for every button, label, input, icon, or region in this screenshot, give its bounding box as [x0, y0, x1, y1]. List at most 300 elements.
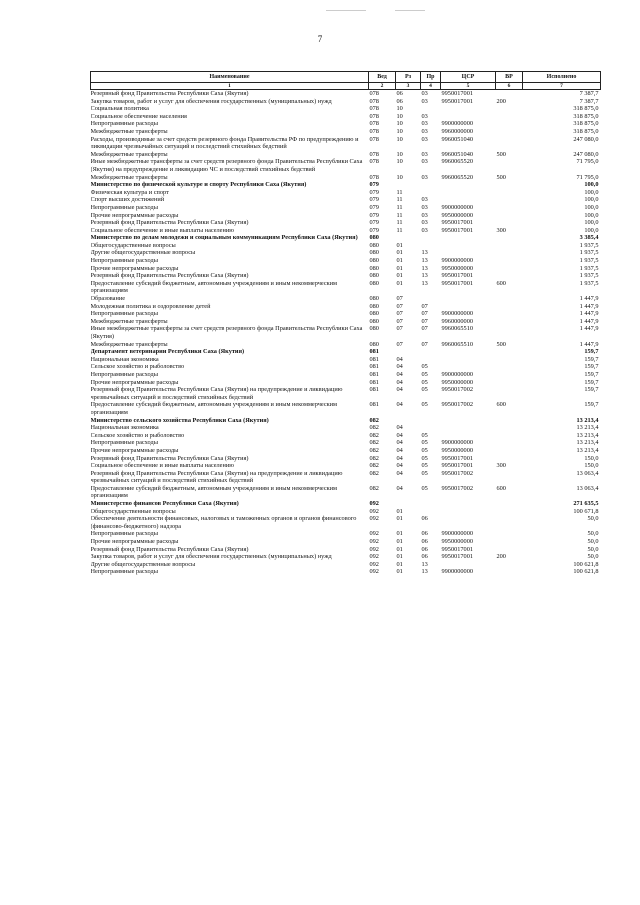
row-vr: [496, 386, 523, 401]
row-amount: 159,7: [584, 401, 599, 409]
row-name: Непрограммные расходы: [90, 370, 158, 378]
row-pr: 03: [421, 196, 428, 204]
table-row: [91, 424, 601, 432]
col-name-header: Наименование: [91, 72, 369, 83]
table-row: [91, 386, 601, 401]
row-rz: 07: [396, 302, 403, 310]
row-vr: 500: [496, 173, 506, 181]
row-ved: 092: [369, 538, 379, 546]
row-rz: 01: [396, 560, 403, 568]
row-ved: 081: [369, 355, 379, 363]
row-vr: [496, 455, 523, 463]
row-name: Молодежная политика и оздоровление детей: [90, 302, 211, 310]
row-pr: [421, 295, 441, 303]
row-csr: 9960000000: [441, 127, 473, 135]
table-row: [91, 265, 601, 273]
row-name: Иные межбюджетные трансферты за счет средств резервного фонда Правительства Республики Саха (Якутия) на предупреждение и ликвидацию ЧС и последствий стихийных бедствий: [90, 158, 363, 173]
col-vr-header: ВР: [496, 72, 523, 83]
row-vr: [496, 417, 523, 425]
row-rz: 04: [396, 363, 403, 371]
row-rz: 04: [396, 439, 403, 447]
row-csr: 9960051040: [441, 135, 473, 143]
col-num: 5: [441, 83, 496, 90]
row-rz: 07: [396, 340, 403, 348]
row-rz: 01: [396, 553, 403, 561]
row-pr: 05: [421, 431, 428, 439]
row-name: Другие общегосударственные вопросы: [90, 249, 196, 257]
row-name: Общегосударственные вопросы: [90, 507, 176, 515]
row-vr: [496, 105, 523, 113]
row-rz: [396, 181, 421, 189]
row-csr: 9950017001: [441, 90, 473, 97]
row-pr: 05: [421, 469, 428, 477]
row-name: Физическая культура и спорт: [90, 188, 169, 196]
row-amount: 13 063,4: [576, 469, 599, 477]
row-rz: 10: [396, 112, 403, 120]
row-csr: [441, 249, 496, 257]
row-amount: 100 671,8: [573, 507, 599, 515]
row-name: Департамент ветеринарии Республики Саха (Якутия): [90, 348, 245, 356]
row-vr: [496, 561, 523, 569]
row-pr: [421, 417, 441, 425]
row-pr: 07: [421, 317, 428, 325]
row-vr: [496, 257, 523, 265]
row-csr: [441, 561, 496, 569]
row-amount: 318 875,0: [573, 120, 599, 128]
row-amount: 71 795,0: [576, 158, 599, 166]
row-pr: 05: [421, 446, 428, 454]
row-csr: 9960065520: [441, 173, 473, 181]
row-pr: 07: [421, 340, 428, 348]
budget-table-container: [90, 71, 600, 576]
row-csr: 9960051040: [441, 150, 473, 158]
row-rz: 06: [396, 90, 403, 97]
row-ved: 080: [369, 264, 379, 272]
table-row: [91, 227, 601, 235]
row-name: Социальная политика: [90, 105, 149, 113]
row-amount: 247 080,0: [573, 150, 599, 158]
col-rz-header: Рз: [396, 72, 421, 83]
row-rz: 10: [396, 127, 403, 135]
row-pr: 07: [421, 302, 428, 310]
row-vr: [496, 113, 523, 121]
row-amount: 100,0: [584, 226, 599, 234]
row-csr: [441, 189, 496, 197]
row-ved: 079: [369, 211, 379, 219]
table-row: [91, 401, 601, 416]
row-pr: 13: [421, 272, 428, 280]
top-dotted-line: [326, 10, 366, 11]
row-csr: [441, 105, 496, 113]
row-rz: 04: [396, 355, 403, 363]
row-pr: 13: [421, 264, 428, 272]
row-ved: 092: [369, 553, 379, 561]
table-row: [91, 500, 601, 508]
row-csr: 9950000000: [441, 211, 473, 219]
row-vr: 600: [496, 484, 506, 492]
row-name: Иные межбюджетные трансферты за счет средств резервного фонда Правительства Республики Саха (Якутия): [90, 325, 363, 340]
table-body: [91, 90, 601, 577]
row-rz: 01: [396, 272, 403, 280]
row-vr: [496, 447, 523, 455]
row-ved: 080: [369, 272, 379, 280]
row-csr: 9950000000: [441, 538, 473, 546]
row-vr: [496, 439, 523, 447]
table-row: [91, 98, 601, 106]
table-row: [91, 561, 601, 569]
row-pr: 05: [421, 454, 428, 462]
row-rz: 11: [396, 211, 403, 219]
row-name: Межбюджетные трансферты: [90, 317, 168, 325]
table-row: [91, 553, 601, 561]
row-ved: 078: [369, 97, 379, 105]
row-name: Предоставление субсидий бюджетным, автономным учреждениям и иным некоммерческим организациям: [90, 401, 338, 416]
table-row: [91, 485, 601, 500]
table-row: [91, 379, 601, 387]
row-ved: 078: [369, 135, 379, 143]
row-rz: 04: [396, 401, 403, 409]
row-csr: [441, 303, 496, 311]
row-rz: 04: [396, 370, 403, 378]
table-row: [91, 181, 601, 189]
row-name: Социальное обеспечение и иные выплаты населению: [90, 226, 234, 234]
row-pr: [421, 500, 441, 508]
table-row: [91, 462, 601, 470]
col-csr-header: ЦСР: [441, 72, 496, 83]
row-ved: 082: [369, 454, 379, 462]
row-rz: 10: [396, 150, 403, 158]
row-amount: 50,0: [587, 553, 599, 561]
row-ved: 080: [369, 241, 379, 249]
row-pr: 05: [421, 363, 428, 371]
row-ved: 078: [369, 112, 379, 120]
col-num: 6: [496, 83, 523, 90]
row-rz: [396, 500, 421, 508]
row-name: Предоставление субсидий бюджетным, автономным учреждениям и иным некоммерческим организациям: [90, 279, 338, 295]
row-ved: 080: [369, 257, 379, 265]
row-name: Министерство сельского хозяйства Республики Саха (Якутия): [90, 416, 269, 424]
row-pr: 03: [421, 112, 428, 120]
row-name: Прочие непрограммные расходы: [90, 211, 179, 219]
table-row: [91, 219, 601, 227]
row-vr: [496, 136, 523, 151]
table-row: [91, 158, 601, 173]
row-rz: 06: [396, 97, 403, 105]
row-name: Резервный фонд Правительства Республики Саха (Якутия): [90, 90, 249, 97]
row-name: Межбюджетные трансферты: [90, 127, 168, 135]
row-amount: 150,0: [584, 462, 599, 470]
row-amount: 100,0: [584, 188, 599, 196]
row-csr: [441, 348, 496, 356]
table-row: [91, 105, 601, 113]
row-ved: 081: [369, 401, 379, 409]
row-name: Непрограммные расходы: [90, 568, 158, 576]
row-amount: 1 937,5: [579, 279, 599, 287]
row-csr: [441, 295, 496, 303]
row-amount: 318 875,0: [573, 112, 599, 120]
row-amount: 100,0: [584, 219, 599, 227]
row-amount: 100 621,8: [573, 560, 599, 568]
row-pr: 03: [421, 211, 428, 219]
row-csr: [441, 196, 496, 204]
row-amount: 1 447,9: [579, 317, 599, 325]
row-vr: [496, 310, 523, 318]
table-row: [91, 455, 601, 463]
table-row: [91, 341, 601, 349]
row-ved: 081: [369, 378, 379, 386]
row-ved: 080: [369, 317, 379, 325]
row-ved: 081: [369, 348, 379, 356]
row-rz: 07: [396, 295, 403, 303]
row-ved: 079: [369, 203, 379, 211]
row-csr: 9950017002: [441, 401, 473, 409]
row-vr: [496, 204, 523, 212]
row-ved: 092: [369, 500, 379, 508]
row-pr: [421, 181, 441, 189]
row-vr: 200: [496, 97, 506, 105]
row-name: Резервный фонд Правительства Республики Саха (Якутия): [90, 545, 249, 553]
row-ved: 082: [369, 484, 379, 492]
row-pr: 03: [421, 90, 428, 97]
row-rz: 10: [396, 120, 403, 128]
row-rz: 04: [396, 424, 403, 432]
table-row: [91, 249, 601, 257]
row-rz: 10: [396, 135, 403, 143]
row-ved: 078: [369, 173, 379, 181]
row-pr: 05: [421, 378, 428, 386]
row-pr: 03: [421, 127, 428, 135]
row-ved: 092: [369, 507, 379, 515]
row-vr: 600: [496, 279, 506, 287]
row-vr: [496, 348, 523, 356]
row-name: Непрограммные расходы: [90, 120, 158, 128]
row-vr: 500: [496, 340, 506, 348]
row-vr: 600: [496, 401, 506, 409]
row-pr: 05: [421, 439, 428, 447]
row-name: Социальное обеспечение населения: [90, 112, 187, 120]
row-ved: 080: [369, 295, 379, 303]
row-pr: 06: [421, 545, 428, 553]
row-pr: [421, 348, 441, 356]
table-row: [91, 113, 601, 121]
row-ved: 080: [369, 340, 379, 348]
row-vr: 300: [496, 226, 506, 234]
row-vr: [496, 530, 523, 538]
table-row: [91, 212, 601, 220]
row-csr: [441, 181, 496, 189]
row-rz: [396, 417, 421, 425]
row-pr: [421, 189, 441, 197]
col-num: 4: [421, 83, 441, 90]
row-vr: [496, 90, 523, 98]
table-row: [91, 515, 601, 530]
row-rz: 04: [396, 484, 403, 492]
row-name: Прочие непрограммные расходы: [90, 378, 179, 386]
table-row: [91, 318, 601, 326]
row-csr: [441, 363, 496, 371]
row-rz: 01: [396, 507, 403, 515]
row-vr: [496, 363, 523, 371]
row-name: Сельское хозяйство и рыболовство: [90, 363, 185, 371]
row-pr: 06: [421, 553, 428, 561]
row-vr: [496, 128, 523, 136]
row-ved: 092: [369, 515, 379, 523]
row-rz: 01: [396, 264, 403, 272]
row-amount: 318 875,0: [573, 105, 599, 113]
row-rz: 04: [396, 462, 403, 470]
row-ved: 092: [369, 568, 379, 576]
row-name: Непрограммные расходы: [90, 310, 158, 318]
row-name: Прочие непрограммные расходы: [90, 538, 179, 546]
row-vr: 300: [496, 462, 506, 470]
row-ved: 081: [369, 386, 379, 394]
row-pr: 05: [421, 401, 428, 409]
row-pr: 13: [421, 279, 428, 287]
row-csr: [441, 356, 496, 364]
row-vr: [496, 424, 523, 432]
row-name: Спорт высших достижений: [90, 196, 165, 204]
row-rz: 11: [396, 196, 403, 204]
row-amount: 100,0: [584, 196, 599, 204]
row-csr: 9950000000: [441, 378, 473, 386]
table-row: [91, 280, 601, 295]
table-row: [91, 546, 601, 554]
row-vr: [496, 196, 523, 204]
row-rz: 11: [396, 203, 403, 211]
row-amount: 159,7: [584, 355, 599, 363]
row-pr: [421, 234, 441, 242]
row-pr: 03: [421, 97, 428, 105]
row-ved: 092: [369, 530, 379, 538]
row-vr: [496, 242, 523, 250]
row-rz: 01: [396, 241, 403, 249]
row-amount: 1 937,5: [579, 264, 599, 272]
row-vr: [496, 272, 523, 280]
budget-table: [90, 71, 601, 576]
row-csr: [441, 417, 496, 425]
table-row: [91, 128, 601, 136]
row-ved: 080: [369, 234, 379, 242]
row-pr: 05: [421, 386, 428, 394]
page-number: 7: [317, 34, 323, 44]
row-ved: 079: [369, 226, 379, 234]
row-amount: 100 621,8: [573, 568, 599, 576]
row-vr: [496, 219, 523, 227]
row-pr: 06: [421, 538, 428, 546]
row-name: Межбюджетные трансферты: [90, 340, 168, 348]
col-num: 7: [523, 83, 601, 90]
row-ved: 080: [369, 302, 379, 310]
row-ved: 079: [369, 188, 379, 196]
row-vr: [496, 546, 523, 554]
col-num: 1: [91, 83, 369, 90]
row-pr: 05: [421, 484, 428, 492]
header-row: [91, 72, 601, 83]
table-row: [91, 189, 601, 197]
row-amount: 100,0: [584, 181, 599, 189]
row-pr: 03: [421, 219, 428, 227]
row-name: Межбюджетные трансферты: [90, 173, 168, 181]
row-vr: [496, 295, 523, 303]
row-amount: 50,0: [587, 530, 599, 538]
row-vr: [496, 508, 523, 516]
col-ved-header: Вед: [369, 72, 396, 83]
row-name: Министерство по физической культуре и спорту Республики Саха (Якутия): [90, 181, 307, 189]
row-rz: 01: [396, 257, 403, 265]
row-vr: [496, 181, 523, 189]
row-vr: [496, 249, 523, 257]
row-rz: 07: [396, 325, 403, 333]
row-name: Министерство по делам молодежи и социальным коммуникациям Республики Саха (Якутия): [90, 234, 358, 242]
row-csr: 9900000000: [441, 370, 473, 378]
table-row: [91, 439, 601, 447]
row-csr: 9900000000: [441, 568, 473, 576]
col-pr-header: Пр: [421, 72, 441, 83]
row-ved: 078: [369, 150, 379, 158]
row-amount: 150,0: [584, 454, 599, 462]
row-csr: 9950017001: [441, 462, 473, 470]
row-amount: 50,0: [587, 515, 599, 523]
row-csr: 9960065520: [441, 158, 473, 166]
row-rz: 11: [396, 188, 403, 196]
table-row: [91, 257, 601, 265]
table-row: [91, 204, 601, 212]
row-ved: 082: [369, 446, 379, 454]
row-name: Образование: [90, 295, 126, 303]
row-csr: [441, 432, 496, 440]
row-amount: 13 213,4: [576, 446, 599, 454]
row-pr: [421, 356, 441, 364]
row-csr: [441, 234, 496, 242]
row-pr: 03: [421, 226, 428, 234]
table-row: [91, 174, 601, 182]
row-ved: 080: [369, 279, 379, 287]
row-rz: 01: [396, 530, 403, 538]
table-row: [91, 234, 601, 242]
row-ved: 082: [369, 439, 379, 447]
col-done-header: Исполнено: [523, 72, 601, 83]
row-csr: [441, 113, 496, 121]
row-ved: 092: [369, 545, 379, 553]
row-csr: 9950017001: [441, 545, 473, 553]
row-rz: 04: [396, 386, 403, 394]
row-rz: 11: [396, 226, 403, 234]
row-pr: 03: [421, 203, 428, 211]
row-vr: [496, 538, 523, 546]
row-vr: [496, 189, 523, 197]
row-pr: 07: [421, 310, 428, 318]
row-amount: 1 447,9: [579, 302, 599, 310]
row-rz: 11: [396, 219, 403, 227]
row-amount: 1 447,9: [579, 295, 599, 303]
row-name: Другие общегосударственные вопросы: [90, 560, 196, 568]
row-vr: [496, 432, 523, 440]
row-name: Резервный фонд Правительства Республики Саха (Якутия): [90, 454, 249, 462]
row-csr: 9950000000: [441, 446, 473, 454]
row-amount: 7 387,7: [579, 90, 599, 97]
row-amount: 13 213,4: [576, 439, 599, 447]
row-amount: 71 795,0: [576, 173, 599, 181]
row-rz: 01: [396, 515, 403, 523]
row-vr: [496, 303, 523, 311]
row-csr: 9960000000: [441, 317, 473, 325]
row-csr: [441, 242, 496, 250]
table-row: [91, 447, 601, 455]
table-row: [91, 325, 601, 340]
top-dotted-line-right: [395, 10, 425, 11]
row-amount: 159,7: [584, 386, 599, 394]
row-amount: 271 635,5: [573, 500, 599, 508]
